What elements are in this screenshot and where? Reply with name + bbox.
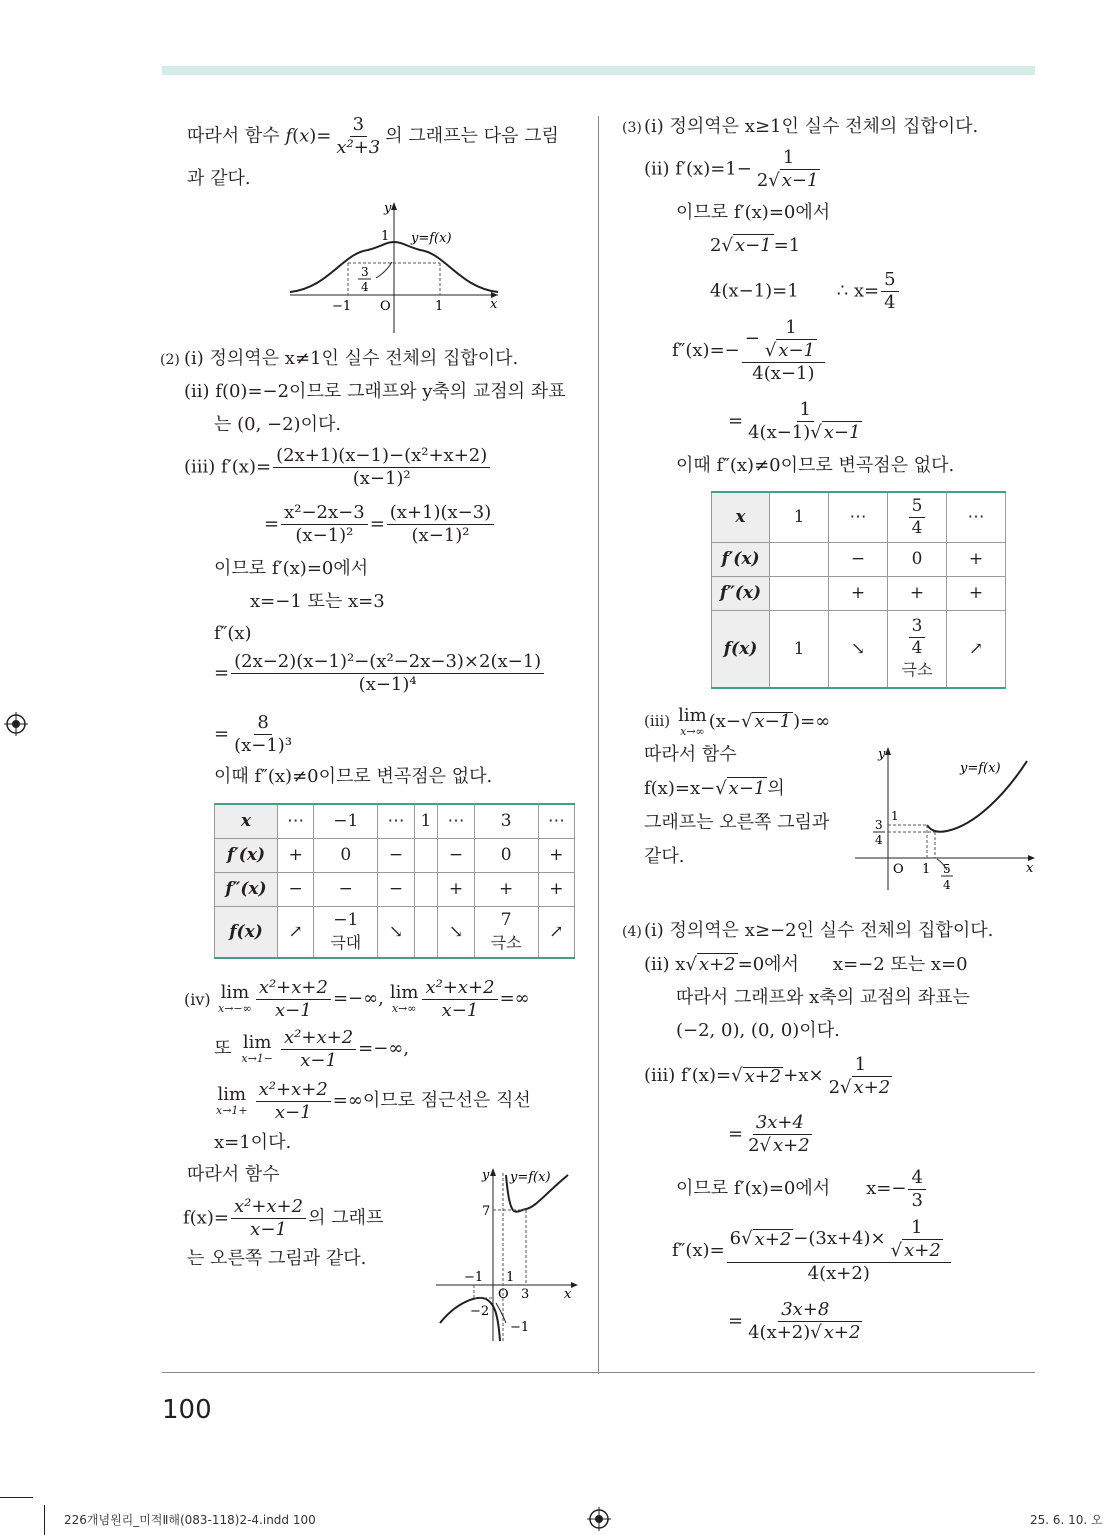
p2-f2-b: = $\frac{8}{\text{(x−1)³}}$ (214, 712, 293, 756)
conc-b: f(x)= $\frac{\text{x²+x+2}}{x-1}$ 의 그래프 (183, 1196, 384, 1240)
p3-c1: 따라서 함수 (644, 744, 737, 765)
g3-o: O (893, 862, 904, 877)
registration-mark-bottom (587, 1507, 611, 1531)
g1-x: x (490, 297, 498, 312)
graph-sqrt (855, 745, 1040, 895)
p3-c3: 그래프는 오른쪽 그림과 (644, 812, 830, 833)
g3-fn: 3 (875, 818, 883, 832)
g2-y: y (482, 1168, 490, 1183)
p2-iii-line1: (ⅲ) f′(x)= $\frac{\text{(2x+1)(x−1)−(x²+x+2)}}{\text{(x−1)²}}$ (184, 446, 492, 489)
lim-line1: lim x→−∞ $\frac{\text{x²+x+2}}{x-1}$ =−∞, lim x→∞ $\frac{\text{x²+x+2}}{x-1}$ =∞ (218, 977, 530, 1021)
p4-iii: (ⅲ) f′(x)= √ x+2 +x× $\frac{1}{2√ x+2}$ (644, 1054, 891, 1098)
p3-l1: 이므로 f′(x)=0에서 (676, 202, 831, 223)
g3-f4: 4 (943, 878, 951, 892)
g3-x: x (1026, 861, 1034, 876)
g1-frac-n: 3 (361, 265, 369, 279)
p3-f2-r: = $\frac{1}{4(x-1)√ x-1}$ (728, 399, 861, 443)
p3-ii: (ⅱ) f′(x)=1− $\frac{1}{2√ x-1}$ (644, 147, 819, 191)
p2-f2-a: = $\frac{\text{(2x−2)(x−1)²−(x²−2x−3)×2(x−1)}}{\text{(x−1)⁴}}$ (214, 652, 546, 695)
p4-eq: = $\frac{3x+4}{2√ x+2}$ (728, 1112, 810, 1156)
conc-a: 따라서 함수 (187, 1164, 280, 1185)
g3-y: y (878, 747, 886, 762)
bottom-rule (162, 1372, 1035, 1373)
g1-frac-d: 4 (361, 280, 369, 294)
p4-i: (ⅰ) 정의역은 x≥−2인 실수 전체의 집합이다. (644, 920, 994, 941)
p4-ii-d: 따라서 그래프와 x축의 교점의 좌표는 (676, 987, 970, 1008)
g1-y: y (384, 201, 392, 216)
footer-date: 25. 6. 10. 오 (1030, 1513, 1103, 1527)
footer-file: 226개념원리_미적Ⅱ해(083-118)2-4.indd 100 (64, 1513, 316, 1527)
intro-line: 따라서 함수 f(x)= $\frac{3}{\text{x²+3}}$ 의 그래프는 다음 그림 (187, 114, 559, 158)
g2-o: O (498, 1287, 509, 1302)
p4-f2: f″(x)= 6 √ x+2 −(3x+4)× $\frac{1}{√ x+2}$ 4(x+2) (672, 1218, 953, 1283)
p4-l1: 이므로 f′(x)=0에서 x=− $\frac{4}{3}$ (676, 1168, 928, 1211)
p2-line2: x=−1 또는 x=3 (250, 591, 385, 612)
g3-one: 1 (891, 809, 899, 823)
g2-m1: −1 (464, 1270, 484, 1285)
p2-i: (ⅰ) 정의역은 x≠1인 실수 전체의 집합이다. (184, 348, 519, 369)
page-number: 100 (162, 1395, 212, 1425)
g2-three: 3 (521, 1287, 530, 1302)
p2-line4: 이때 f″(x)≠0이므로 변곡점은 없다. (214, 766, 493, 787)
p3-i: (ⅰ) 정의역은 x≥1인 실수 전체의 집합이다. (644, 116, 979, 137)
crop-line-v (44, 1505, 45, 1535)
lim-line3: lim x→1+ $\frac{\text{x²+x+2}}{x-1}$ =∞이므로 점근선은 직선 (216, 1079, 531, 1123)
p3-f2: f″(x)=− − $\frac{1}{√ x-1}$ 4(x−1) (672, 318, 827, 383)
conc-d: 는 오른쪽 그림과 같다. (187, 1248, 367, 1269)
g2-seven: 7 (482, 1204, 491, 1219)
g3-fd: 4 (875, 833, 883, 847)
lim-line2: 또 lim x→1− $\frac{\text{x²+x+2}}{x-1}$ =−∞, (214, 1027, 410, 1071)
graph-rational (436, 1163, 586, 1343)
asymptote: x=1이다. (214, 1132, 292, 1153)
g2-m2: −2 (470, 1304, 490, 1319)
g3-f5: 5 (943, 862, 951, 876)
p2-ii-a: (ⅱ) f(0)=−2이므로 그래프와 y축의 교점의 좌표 (184, 381, 566, 402)
p2-line3: f″(x) (214, 623, 252, 644)
table-increase-decrease-3: x 1 ⋯ $\frac{5}{4}$ ⋯ f′(x) − 0 + f″(x) + + + f(x) 1 ↘ $\frac{3}{4}$ 극소 ↗ (711, 491, 1006, 689)
g1-label: y=f(x) (411, 231, 452, 246)
p3-c2: f(x)=x−√ x−1 의 (644, 778, 785, 799)
t2-h0: x (215, 804, 278, 838)
p2-iv-tag: (ⅳ) (184, 990, 211, 1009)
p3-l2: 2√ x−1 =1 (710, 235, 801, 256)
g3-one2: 1 (922, 862, 931, 877)
g1-one: 1 (381, 229, 390, 244)
g2-m1b: −1 (510, 1320, 530, 1335)
p2-tag: (2) (160, 352, 180, 368)
p3-note: 이때 f″(x)≠0이므로 변곡점은 없다. (676, 455, 955, 476)
g1-m1: −1 (332, 299, 352, 314)
crop-line-h (0, 1497, 33, 1498)
p3-iii: (ⅲ) lim x→∞ (x− √ x−1 )=∞ (644, 705, 831, 738)
g2-one: 1 (506, 1270, 515, 1285)
registration-mark-left (4, 712, 28, 736)
p2-line1: 이므로 f′(x)=0에서 (214, 558, 369, 579)
g2-x: x (564, 1287, 572, 1302)
graph-bell-curve (288, 198, 503, 338)
p3-c4: 같다. (644, 846, 685, 867)
p4-f2-r: = $\frac{3x+8}{4(x+2)√ x+2}$ (728, 1299, 861, 1343)
g1-p1: 1 (435, 299, 444, 314)
p2-iii-line2: = $\frac{\text{x²−2x−3}}{\text{(x−1)²}}$ = $\frac{(x+1)(x-3)}{\text{(x−1)²}}$ (264, 503, 496, 546)
table-increase-decrease-2: x ⋯ −1 ⋯ 1 ⋯ 3 ⋯ f′(x) + 0 − − 0 + f″(x) − − − + + + f(x) ↗ −1 극대 ↘ ↘ 7 극소 ↗ (214, 803, 575, 959)
column-divider (598, 116, 599, 1374)
p4-ii-e: (−2, 0), (0, 0)이다. (676, 1020, 840, 1041)
p2-ii-b: 는 (0, −2)이다. (214, 414, 342, 435)
p4-ii: (ⅱ) x√ x+2 =0에서 x=−2 또는 x=0 (644, 954, 968, 975)
g2-label: y=f(x) (510, 1170, 551, 1185)
g3-label: y=f(x) (960, 761, 1001, 776)
p3-tag: (3) (622, 120, 642, 136)
p3-l3: 4(x−1)=1 ∴ x= $\frac{5}{4}$ (710, 270, 901, 313)
intro-line-2: 과 같다. (187, 168, 251, 189)
header-band (162, 66, 1035, 75)
g1-o: O (380, 299, 391, 314)
p4-tag: (4) (622, 924, 642, 940)
